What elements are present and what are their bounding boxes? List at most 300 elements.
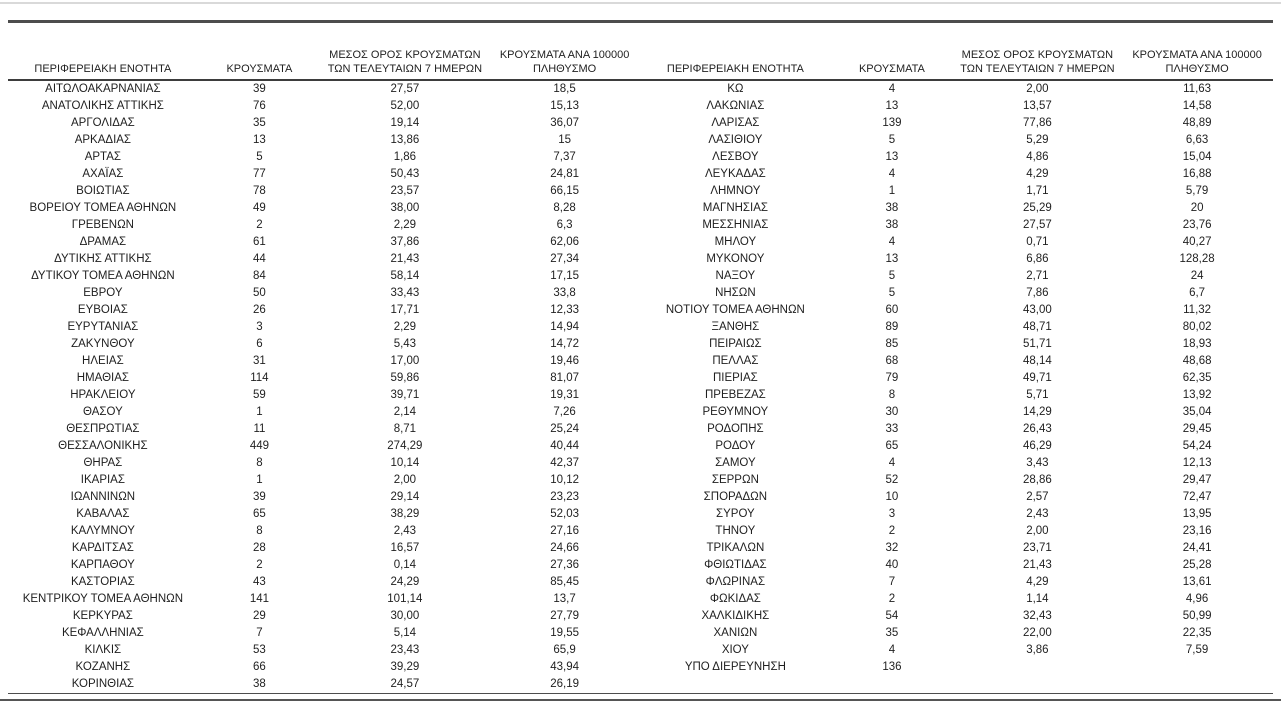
tables-row bbox=[8, 23, 1273, 693]
region-cell: ΖΑΚΥΝΘΟΥ bbox=[71, 338, 135, 350]
cases-cell: 4 bbox=[888, 457, 896, 469]
region-cell: ΚΑΡΔΙΤΣΑΣ bbox=[71, 542, 134, 554]
avg-7day-cell: 2,71 bbox=[1026, 270, 1049, 282]
table-row bbox=[8, 676, 641, 693]
table-row bbox=[641, 166, 1274, 183]
cases-cell: 68 bbox=[885, 355, 899, 367]
region-cell: ΘΕΣΠΡΩΤΙΑΣ bbox=[66, 423, 140, 435]
region-cell: ΧΑΝΙΩΝ bbox=[713, 627, 758, 639]
avg-7day-cell: 6,86 bbox=[1026, 253, 1049, 265]
per-100k-cell: 15 bbox=[558, 134, 571, 146]
cases-cell: 8 bbox=[888, 389, 896, 401]
per-100k-cell: 24,81 bbox=[550, 168, 579, 180]
per-100k-cell: 6,7 bbox=[1189, 287, 1206, 299]
per-100k-cell: 25,28 bbox=[1182, 559, 1212, 571]
avg-7day-cell: 46,29 bbox=[1022, 440, 1052, 452]
cases-report-table-block bbox=[8, 20, 1273, 694]
cases-cell: 3 bbox=[888, 508, 896, 520]
avg-7day-cell: 48,71 bbox=[1022, 321, 1052, 333]
avg-7day-cell: 39,71 bbox=[390, 389, 420, 401]
per-100k-cell: 52,03 bbox=[550, 508, 579, 520]
table-row bbox=[641, 608, 1274, 625]
avg-7day-cell: 23,71 bbox=[1022, 542, 1052, 554]
per-100k-cell: 40,44 bbox=[550, 440, 579, 452]
table-row bbox=[641, 472, 1274, 489]
table-row bbox=[8, 557, 641, 574]
region-cell: ΣΠΟΡΑΔΩΝ bbox=[703, 491, 768, 503]
region-cell: ΛΗΜΝΟΥ bbox=[710, 185, 761, 197]
table-row bbox=[641, 370, 1274, 387]
cases-cell: 29 bbox=[253, 610, 266, 622]
region-cell: ΣΕΡΡΩΝ bbox=[711, 474, 759, 486]
cases-cell: 8 bbox=[256, 457, 263, 469]
cases-cell: 44 bbox=[253, 253, 266, 265]
per-100k-cell: 13,95 bbox=[1182, 508, 1212, 520]
per-100k-cell: 29,45 bbox=[1182, 423, 1212, 435]
table-row bbox=[641, 489, 1274, 506]
avg-7day-cell: 16,57 bbox=[390, 542, 420, 554]
region-cell: ΝΗΣΩΝ bbox=[715, 287, 756, 299]
cases-cell: 77 bbox=[253, 168, 266, 180]
region-cell: ΘΑΣΟΥ bbox=[82, 406, 123, 418]
per-100k-cell: 43,94 bbox=[550, 661, 579, 673]
per-100k-cell: 25,24 bbox=[550, 423, 579, 435]
region-cell: ΚΩ bbox=[727, 83, 744, 95]
table-row bbox=[641, 183, 1274, 200]
cases-cell: 35 bbox=[885, 627, 899, 639]
cases-cell: 28 bbox=[253, 542, 266, 554]
region-cell: ΤΡΙΚΑΛΩΝ bbox=[706, 542, 765, 554]
per-100k-cell: 15,04 bbox=[1182, 151, 1212, 163]
table-row bbox=[641, 540, 1274, 557]
table-row bbox=[8, 302, 641, 319]
per-100k-cell: 19,55 bbox=[550, 627, 579, 639]
cases-cell: 31 bbox=[253, 355, 266, 367]
avg-7day-cell: 3,43 bbox=[1026, 457, 1049, 469]
region-cell: ΠΕΛΛΑΣ bbox=[712, 355, 759, 367]
per-100k-cell: 128,28 bbox=[1179, 253, 1215, 265]
region-cell: ΠΡΕΒΕΖΑΣ bbox=[704, 389, 766, 401]
cases-cell: 89 bbox=[885, 321, 899, 333]
per-100k-cell: 11,63 bbox=[1183, 83, 1212, 95]
cases-cell: 35 bbox=[253, 117, 266, 129]
cases-cell: 65 bbox=[885, 440, 899, 452]
region-cell: ΑΡΤΑΣ bbox=[84, 151, 122, 163]
region-cell: ΛΑΡΙΣΑΣ bbox=[711, 117, 760, 129]
cases-cell: 4 bbox=[888, 168, 896, 180]
avg-7day-cell: 59,86 bbox=[390, 372, 420, 384]
table-row bbox=[8, 166, 641, 183]
cases-cell: 26 bbox=[253, 304, 266, 316]
table-row bbox=[8, 574, 641, 591]
table-row bbox=[641, 132, 1274, 149]
region-cell: ΒΟΙΩΤΙΑΣ bbox=[76, 185, 130, 197]
table-row bbox=[641, 455, 1274, 472]
table-row bbox=[641, 115, 1274, 132]
region-cell: ΕΥΡΥΤΑΝΙΑΣ bbox=[67, 321, 139, 333]
avg-7day-cell: 5,29 bbox=[1026, 134, 1049, 146]
cases-cell: 59 bbox=[253, 389, 266, 401]
table-row bbox=[8, 489, 641, 506]
regional-cases-table-right bbox=[641, 23, 1274, 676]
column-header-avg-7day: ΜΕΣΟΣ ΟΡΟΣ ΚΡΟΥΣΜΑΤΩΝ ΤΩΝ ΤΕΛΕΥΤΑΙΩΝ 7 ΗΜΕΡΩΝ bbox=[954, 23, 1122, 80]
per-100k-cell: 13,7 bbox=[553, 593, 576, 605]
per-100k-cell: 7,59 bbox=[1185, 644, 1209, 656]
avg-7day-cell: 43,00 bbox=[1022, 304, 1052, 316]
avg-7day-cell: 30,00 bbox=[390, 610, 420, 622]
table-row bbox=[641, 319, 1274, 336]
per-100k-cell: 23,23 bbox=[550, 491, 579, 503]
table-row bbox=[8, 523, 641, 540]
per-100k-cell: 16,88 bbox=[1182, 168, 1212, 180]
table-bottom-rule bbox=[8, 693, 1273, 694]
avg-7day-cell: 2,14 bbox=[393, 406, 417, 418]
avg-7day-cell: 38,00 bbox=[390, 202, 420, 214]
cases-cell: 2 bbox=[256, 219, 263, 231]
region-cell: ΠΕΙΡΑΙΩΣ bbox=[709, 338, 762, 350]
region-cell: ΑΡΓΟΛΙΔΑΣ bbox=[71, 117, 135, 129]
table-row bbox=[8, 625, 641, 642]
cases-cell: 7 bbox=[256, 627, 263, 639]
table-row bbox=[8, 200, 641, 217]
cases-cell: 32 bbox=[885, 542, 899, 554]
region-cell: ΞΑΝΘΗΣ bbox=[711, 321, 760, 333]
avg-7day-cell: 39,29 bbox=[390, 661, 420, 673]
table-row bbox=[8, 404, 641, 421]
cases-cell: 5 bbox=[888, 287, 896, 299]
avg-7day-cell: 29,14 bbox=[390, 491, 420, 503]
column-header-region: ΠΕΡΙΦΕΡΕΙΑΚΗ ΕΝΟΤΗΤΑ bbox=[8, 23, 198, 80]
region-cell: ΙΚΑΡΙΑΣ bbox=[80, 474, 125, 486]
region-cell: ΜΕΣΣΗΝΙΑΣ bbox=[702, 219, 769, 231]
avg-7day-cell: 1,14 bbox=[1026, 593, 1049, 605]
cases-cell: 39 bbox=[253, 83, 266, 95]
cases-cell: 39 bbox=[253, 491, 266, 503]
region-cell: ΣΥΡΟΥ bbox=[716, 508, 755, 520]
avg-7day-cell: 2,00 bbox=[1026, 525, 1049, 537]
region-cell: ΕΥΒΟΙΑΣ bbox=[77, 304, 128, 316]
avg-7day-cell: 51,71 bbox=[1022, 338, 1052, 350]
avg-7day-cell: 1,71 bbox=[1026, 185, 1049, 197]
table-row bbox=[641, 302, 1274, 319]
region-cell: ΑΧΑΪΑΣ bbox=[82, 168, 124, 180]
table-row bbox=[8, 370, 641, 387]
table-row bbox=[8, 183, 641, 200]
region-cell: ΝΟΤΙΟΥ ΤΟΜΕΑ ΑΘΗΝΩΝ bbox=[665, 304, 805, 316]
avg-7day-cell: 2,29 bbox=[393, 321, 417, 333]
region-cell: ΦΩΚΙΔΑΣ bbox=[709, 593, 761, 605]
per-100k-cell: 7,26 bbox=[553, 406, 576, 418]
page-top-edge bbox=[0, 2, 1281, 4]
table-row bbox=[8, 421, 641, 438]
avg-7day-cell: 38,29 bbox=[390, 508, 420, 520]
table-row bbox=[8, 472, 641, 489]
avg-7day-cell: 4,29 bbox=[1026, 576, 1049, 588]
cases-cell: 2 bbox=[256, 559, 263, 571]
cases-cell: 54 bbox=[885, 610, 899, 622]
table-row bbox=[8, 659, 641, 676]
cases-cell: 49 bbox=[253, 202, 266, 214]
avg-7day-cell: 5,71 bbox=[1026, 389, 1049, 401]
per-100k-cell: 6,3 bbox=[556, 219, 573, 231]
cases-cell: 13 bbox=[885, 100, 899, 112]
avg-7day-cell: 10,14 bbox=[390, 457, 420, 469]
table-row bbox=[641, 353, 1274, 370]
region-cell: ΜΥΚΟΝΟΥ bbox=[706, 253, 765, 265]
region-cell: ΡΕΘΥΜΝΟΥ bbox=[702, 406, 769, 418]
cases-cell: 79 bbox=[885, 372, 899, 384]
region-cell: ΗΛΕΙΑΣ bbox=[82, 355, 124, 367]
per-100k-cell: 13,92 bbox=[1182, 389, 1212, 401]
per-100k-cell: 27,16 bbox=[550, 525, 579, 537]
per-100k-cell: 42,37 bbox=[550, 457, 579, 469]
region-cell: ΔΥΤΙΚΗΣ ΑΤΤΙΚΗΣ bbox=[54, 253, 152, 265]
avg-7day-cell: 24,29 bbox=[390, 576, 420, 588]
avg-7day-cell: 37,86 bbox=[390, 236, 420, 248]
table-row bbox=[641, 268, 1274, 285]
region-cell: ΚΙΛΚΙΣ bbox=[84, 644, 122, 656]
cases-cell: 1 bbox=[888, 185, 896, 197]
per-100k-cell: 33,8 bbox=[553, 287, 576, 299]
avg-7day-cell: 5,14 bbox=[393, 627, 417, 639]
column-header-per-100k: ΚΡΟΥΣΜΑΤΑ ΑΝΑ 100000 ΠΛΗΘΥΣΜΟ bbox=[1121, 23, 1273, 80]
region-cell: ΛΕΣΒΟΥ bbox=[712, 151, 759, 163]
table-row bbox=[8, 319, 641, 336]
region-cell: ΜΑΓΝΗΣΙΑΣ bbox=[702, 202, 769, 214]
cases-cell: 4 bbox=[888, 644, 896, 656]
cases-cell: 66 bbox=[253, 661, 266, 673]
avg-7day-cell: 26,43 bbox=[1022, 423, 1052, 435]
region-cell: ΚΕΦΑΛΛΗΝΙΑΣ bbox=[61, 627, 144, 639]
avg-7day-cell: 3,86 bbox=[1026, 644, 1049, 656]
per-100k-cell: 18,93 bbox=[1182, 338, 1212, 350]
avg-7day-cell: 5,43 bbox=[393, 338, 417, 350]
right-table-container bbox=[641, 23, 1274, 676]
table-row bbox=[641, 438, 1274, 455]
cases-cell: 8 bbox=[256, 525, 263, 537]
cases-cell: 61 bbox=[253, 236, 266, 248]
column-header-region: ΠΕΡΙΦΕΡΕΙΑΚΗ ΕΝΟΤΗΤΑ bbox=[641, 23, 831, 80]
table-row bbox=[8, 115, 641, 132]
region-cell: ΒΟΡΕΙΟΥ ΤΟΜΕΑ ΑΘΗΝΩΝ bbox=[29, 202, 177, 214]
cases-cell: 85 bbox=[885, 338, 899, 350]
table-row bbox=[8, 591, 641, 608]
per-100k-cell: 62,06 bbox=[550, 236, 579, 248]
table-row bbox=[641, 80, 1274, 98]
per-100k-cell: 54,24 bbox=[1182, 440, 1212, 452]
avg-7day-cell: 49,71 bbox=[1022, 372, 1052, 384]
avg-7day-cell: 2,57 bbox=[1026, 491, 1049, 503]
cases-cell: 11 bbox=[253, 423, 266, 435]
cases-cell: 139 bbox=[882, 117, 902, 129]
avg-7day-cell: 32,43 bbox=[1022, 610, 1052, 622]
per-100k-cell: 19,46 bbox=[550, 355, 579, 367]
table-row bbox=[641, 285, 1274, 302]
table-row bbox=[8, 234, 641, 251]
column-header-per-100k: ΚΡΟΥΣΜΑΤΑ ΑΝΑ 100000 ΠΛΗΘΥΣΜΟ bbox=[489, 23, 641, 80]
table-row bbox=[641, 642, 1274, 659]
region-cell: ΜΗΛΟΥ bbox=[714, 236, 757, 248]
region-cell: ΛΕΥΚΑΔΑΣ bbox=[704, 168, 766, 180]
per-100k-cell bbox=[1121, 659, 1273, 676]
per-100k-cell: 40,27 bbox=[1182, 236, 1212, 248]
table-row bbox=[641, 336, 1274, 353]
avg-7day-cell: 7,86 bbox=[1026, 287, 1049, 299]
per-100k-cell: 62,35 bbox=[1182, 372, 1212, 384]
per-100k-cell: 66,15 bbox=[550, 185, 579, 197]
region-cell: ΝΑΞΟΥ bbox=[715, 270, 756, 282]
region-cell: ΑΝΑΤΟΛΙΚΗΣ ΑΤΤΙΚΗΣ bbox=[41, 100, 164, 112]
per-100k-cell: 22,35 bbox=[1182, 627, 1212, 639]
per-100k-cell: 26,19 bbox=[550, 678, 579, 690]
left-table-container bbox=[8, 23, 641, 693]
cases-cell: 13 bbox=[885, 151, 899, 163]
table-row bbox=[8, 336, 641, 353]
avg-7day-cell: 8,71 bbox=[393, 423, 417, 435]
avg-7day-cell: 14,29 bbox=[1022, 406, 1052, 418]
avg-7day-cell: 27,57 bbox=[1022, 219, 1052, 231]
table-row bbox=[641, 591, 1274, 608]
region-cell: ΧΙΟΥ bbox=[721, 644, 749, 656]
per-100k-cell: 14,72 bbox=[550, 338, 579, 350]
per-100k-cell: 81,07 bbox=[550, 372, 579, 384]
table-row bbox=[8, 506, 641, 523]
column-header-cases: ΚΡΟΥΣΜΑΤΑ bbox=[830, 23, 953, 80]
per-100k-cell: 10,12 bbox=[550, 474, 579, 486]
region-cell: ΔΡΑΜΑΣ bbox=[79, 236, 127, 248]
per-100k-cell: 24 bbox=[1190, 270, 1204, 282]
avg-7day-cell: 48,14 bbox=[1022, 355, 1052, 367]
avg-7day-cell: 25,29 bbox=[1022, 202, 1052, 214]
region-cell: ΠΙΕΡΙΑΣ bbox=[712, 372, 758, 384]
avg-7day-cell: 24,57 bbox=[390, 678, 420, 690]
region-cell: ΕΒΡΟΥ bbox=[83, 287, 123, 299]
table-row bbox=[8, 149, 641, 166]
region-cell: ΓΡΕΒΕΝΩΝ bbox=[71, 219, 134, 231]
cases-cell: 38 bbox=[885, 202, 899, 214]
avg-7day-cell: 58,14 bbox=[390, 270, 420, 282]
per-100k-cell: 35,04 bbox=[1182, 406, 1212, 418]
table-row bbox=[641, 523, 1274, 540]
per-100k-cell: 72,47 bbox=[1182, 491, 1212, 503]
column-header-cases: ΚΡΟΥΣΜΑΤΑ bbox=[198, 23, 321, 80]
table-row bbox=[641, 217, 1274, 234]
cases-cell: 2 bbox=[888, 525, 896, 537]
per-100k-cell: 12,33 bbox=[550, 304, 579, 316]
per-100k-cell: 20 bbox=[1190, 202, 1204, 214]
region-cell: ΛΑΚΩΝΙΑΣ bbox=[706, 100, 765, 112]
per-100k-cell: 17,15 bbox=[550, 270, 579, 282]
cases-cell: 5 bbox=[888, 134, 896, 146]
per-100k-cell: 11,32 bbox=[1183, 304, 1212, 316]
per-100k-cell: 24,66 bbox=[550, 542, 579, 554]
avg-7day-cell: 1,86 bbox=[393, 151, 417, 163]
avg-7day-cell: 77,86 bbox=[1022, 117, 1052, 129]
region-cell: ΡΟΔΟΠΗΣ bbox=[707, 423, 764, 435]
per-100k-cell: 27,36 bbox=[550, 559, 579, 571]
table-row bbox=[8, 455, 641, 472]
avg-7day-cell: 0,71 bbox=[1026, 236, 1049, 248]
region-cell: ΧΑΛΚΙΔΙΚΗΣ bbox=[701, 610, 770, 622]
per-100k-cell: 85,45 bbox=[550, 576, 579, 588]
region-cell: ΚΟΖΑΝΗΣ bbox=[75, 661, 131, 673]
avg-7day-cell: 2,43 bbox=[1026, 508, 1049, 520]
cases-cell: 38 bbox=[885, 219, 899, 231]
per-100k-cell: 14,94 bbox=[550, 321, 579, 333]
cases-cell: 76 bbox=[253, 100, 266, 112]
cases-cell: 1 bbox=[256, 406, 263, 418]
per-100k-cell: 14,58 bbox=[1182, 100, 1212, 112]
cases-cell: 3 bbox=[256, 321, 263, 333]
page-bottom-edge bbox=[0, 699, 1281, 701]
table-row bbox=[641, 98, 1274, 115]
avg-7day-cell: 17,00 bbox=[390, 355, 420, 367]
region-cell: ΛΑΣΙΘΙΟΥ bbox=[708, 134, 763, 146]
per-100k-cell: 8,28 bbox=[553, 202, 576, 214]
region-cell: ΚΑΛΥΜΝΟΥ bbox=[70, 525, 135, 537]
per-100k-cell: 12,13 bbox=[1182, 457, 1212, 469]
avg-7day-cell: 13,86 bbox=[390, 134, 420, 146]
cases-cell: 136 bbox=[882, 661, 902, 673]
region-cell: ΚΟΡΙΝΘΙΑΣ bbox=[71, 678, 135, 690]
avg-7day-cell: 2,43 bbox=[393, 525, 417, 537]
region-cell: ΑΡΚΑΔΙΑΣ bbox=[74, 134, 132, 146]
region-cell: ΚΕΡΚΥΡΑΣ bbox=[72, 610, 133, 622]
per-100k-cell: 24,41 bbox=[1182, 542, 1212, 554]
per-100k-cell: 48,68 bbox=[1182, 355, 1212, 367]
per-100k-cell: 6,63 bbox=[1185, 134, 1209, 146]
region-cell: ΘΕΣΣΑΛΟΝΙΚΗΣ bbox=[58, 440, 148, 452]
per-100k-cell: 4,96 bbox=[1185, 593, 1209, 605]
table-row bbox=[641, 149, 1274, 166]
cases-cell: 60 bbox=[885, 304, 899, 316]
table-row bbox=[8, 642, 641, 659]
region-cell: ΦΛΩΡΙΝΑΣ bbox=[705, 576, 766, 588]
region-cell: ΦΘΙΩΤΙΔΑΣ bbox=[704, 559, 767, 571]
per-100k-cell: 7,37 bbox=[553, 151, 576, 163]
regional-cases-table-left bbox=[8, 23, 641, 693]
column-header-avg-7day: ΜΕΣΟΣ ΟΡΟΣ ΚΡΟΥΣΜΑΤΩΝ ΤΩΝ ΤΕΛΕΥΤΑΙΩΝ 7 ΗΜΕΡΩΝ bbox=[321, 23, 489, 80]
per-100k-cell: 19,31 bbox=[550, 389, 579, 401]
avg-7day-cell: 28,86 bbox=[1022, 474, 1052, 486]
cases-cell: 13 bbox=[885, 253, 899, 265]
region-cell: ΙΩΑΝΝΙΝΩΝ bbox=[70, 491, 136, 503]
avg-7day-cell: 101,14 bbox=[387, 593, 423, 605]
per-100k-cell: 18,5 bbox=[553, 83, 576, 95]
table-row bbox=[8, 540, 641, 557]
avg-7day-cell: 0,14 bbox=[393, 559, 417, 571]
per-100k-cell: 5,79 bbox=[1185, 185, 1209, 197]
table-row bbox=[8, 285, 641, 302]
region-cell: ΗΡΑΚΛΕΙΟΥ bbox=[70, 389, 136, 401]
table-header-row bbox=[641, 23, 1274, 80]
avg-7day-cell: 21,43 bbox=[1022, 559, 1052, 571]
cases-cell: 30 bbox=[885, 406, 899, 418]
cases-cell: 449 bbox=[249, 440, 269, 452]
region-cell: ΚΕΝΤΡΙΚΟΥ ΤΟΜΕΑ ΑΘΗΝΩΝ bbox=[22, 593, 184, 605]
table-row bbox=[641, 574, 1274, 591]
cases-cell: 40 bbox=[885, 559, 899, 571]
cases-cell: 10 bbox=[885, 491, 899, 503]
cases-cell: 38 bbox=[253, 678, 266, 690]
region-cell: ΤΗΝΟΥ bbox=[715, 525, 756, 537]
region-cell: ΚΑΣΤΟΡΙΑΣ bbox=[70, 576, 135, 588]
region-cell: ΚΑΒΑΛΑΣ bbox=[76, 508, 130, 520]
table-row bbox=[8, 251, 641, 268]
cases-cell: 53 bbox=[253, 644, 266, 656]
cases-cell: 43 bbox=[253, 576, 266, 588]
table-row bbox=[641, 421, 1274, 438]
